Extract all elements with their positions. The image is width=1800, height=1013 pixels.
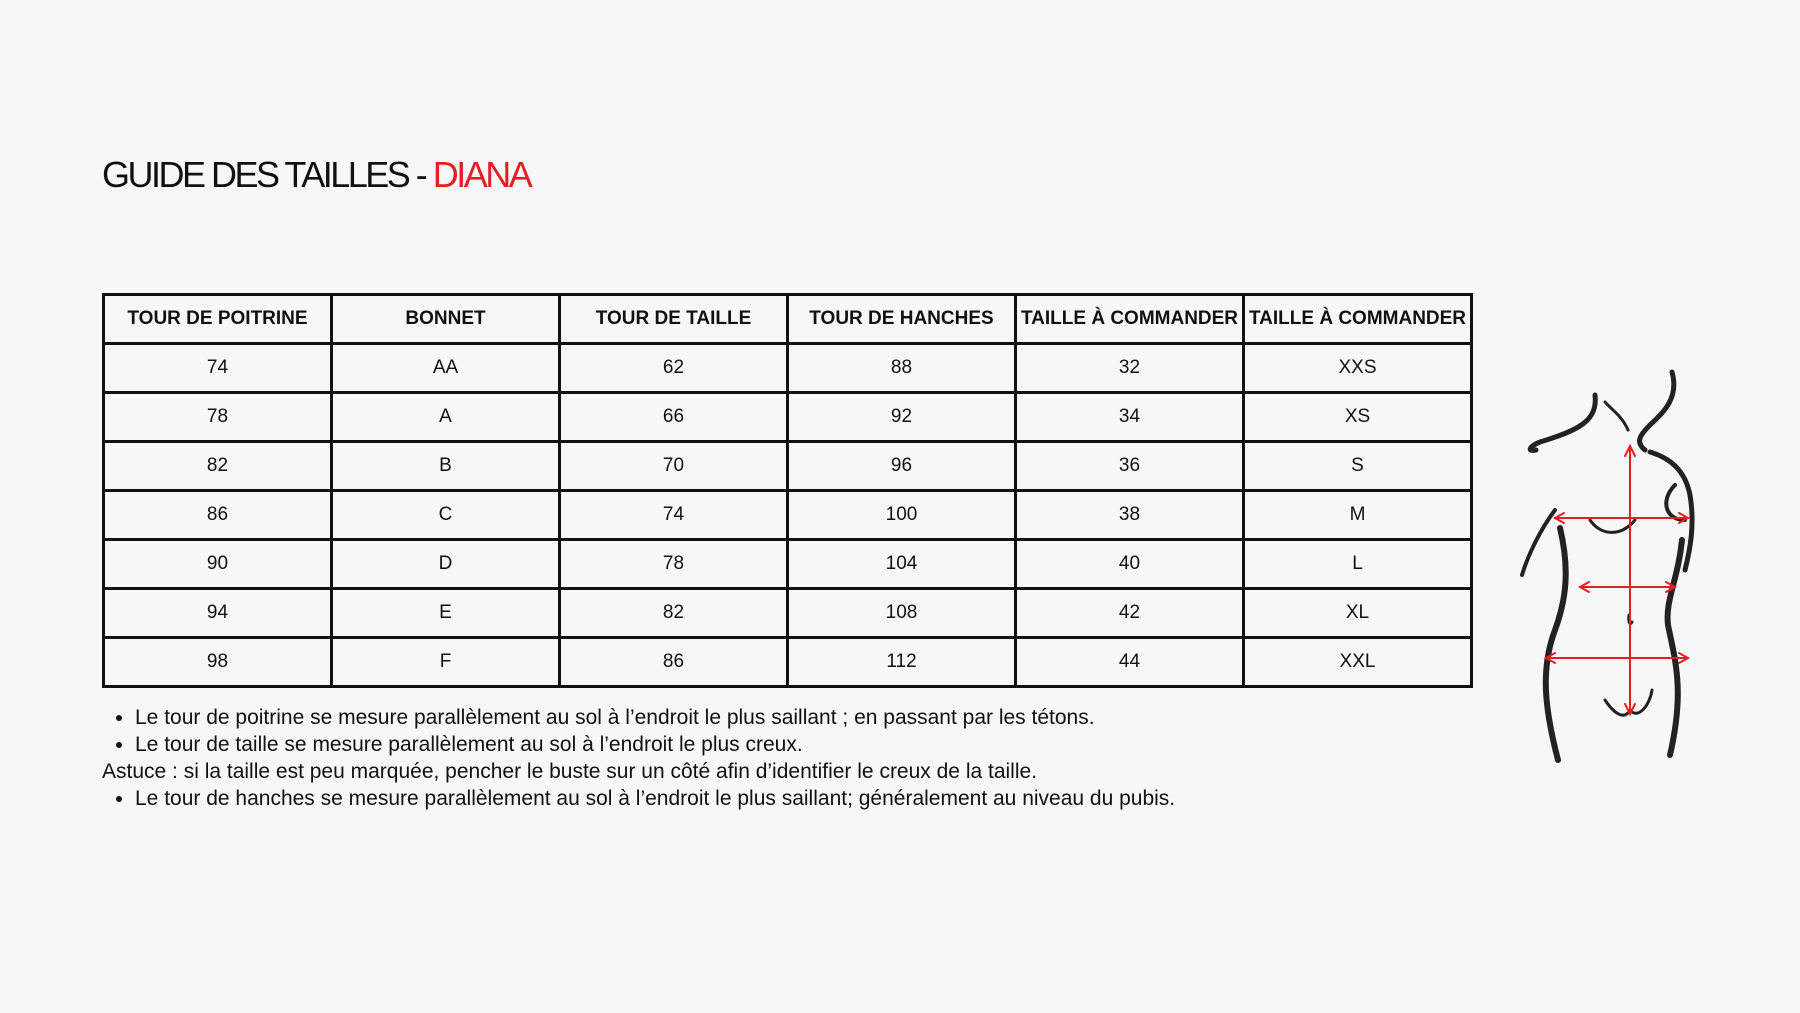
table-cell: 108: [788, 589, 1016, 638]
table-cell: A: [332, 393, 560, 442]
table-cell: 82: [104, 442, 332, 491]
header-tour-de-hanches: TOUR DE HANCHES: [788, 295, 1016, 344]
title-main: GUIDE DES TAILLES -: [102, 154, 433, 195]
table-cell: C: [332, 491, 560, 540]
notes-list: [102, 704, 1175, 758]
table-cell: 98: [104, 638, 332, 687]
notes-list-2: [102, 785, 1175, 812]
table-cell: 34: [1016, 393, 1244, 442]
note-taille: • Le tour de taille se mesure parallèlement au sol à l’endroit le plus creux.: [135, 731, 1175, 758]
table-cell: 62: [560, 344, 788, 393]
table-row: [104, 638, 1472, 687]
table-cell: 82: [560, 589, 788, 638]
table-cell: 86: [104, 491, 332, 540]
size-table: [102, 293, 1473, 688]
body-measurement-icon: [1500, 360, 1710, 780]
header-tour-de-poitrine: TOUR DE POITRINE: [104, 295, 332, 344]
table-cell: 78: [104, 393, 332, 442]
table-cell: S: [1244, 442, 1472, 491]
header-tour-de-taille: TOUR DE TAILLE: [560, 295, 788, 344]
table-cell: XS: [1244, 393, 1472, 442]
table-header-row: [104, 295, 1472, 344]
table-cell: 70: [560, 442, 788, 491]
table-cell: M: [1244, 491, 1472, 540]
table-cell: 100: [788, 491, 1016, 540]
table-cell: XXL: [1244, 638, 1472, 687]
title-accent: DIANA: [432, 154, 531, 195]
table-cell: 32: [1016, 344, 1244, 393]
table-cell: XL: [1244, 589, 1472, 638]
table-cell: 78: [560, 540, 788, 589]
table-cell: D: [332, 540, 560, 589]
table-cell: 40: [1016, 540, 1244, 589]
table-cell: 36: [1016, 442, 1244, 491]
table-cell: 66: [560, 393, 788, 442]
table-cell: 42: [1016, 589, 1244, 638]
table-cell: 112: [788, 638, 1016, 687]
table-row: [104, 344, 1472, 393]
table-cell: AA: [332, 344, 560, 393]
table-row: [104, 491, 1472, 540]
table-cell: E: [332, 589, 560, 638]
table-row: [104, 442, 1472, 491]
table-cell: 86: [560, 638, 788, 687]
table-cell: 90: [104, 540, 332, 589]
table-cell: 74: [104, 344, 332, 393]
table-cell: 104: [788, 540, 1016, 589]
note-poitrine: • Le tour de poitrine se mesure parallèlement au sol à l’endroit le plus saillant ; en passant par les tétons.: [135, 704, 1175, 731]
header-taille-a-commander-number: TAILLE À COMMANDER: [1016, 295, 1244, 344]
header-taille-a-commander-letter: TAILLE À COMMANDER: [1244, 295, 1472, 344]
table-cell: 44: [1016, 638, 1244, 687]
table-cell: 94: [104, 589, 332, 638]
table-cell: 96: [788, 442, 1016, 491]
table-cell: XXS: [1244, 344, 1472, 393]
table-cell: 88: [788, 344, 1016, 393]
table-row: [104, 393, 1472, 442]
table-cell: B: [332, 442, 560, 491]
table-cell: 92: [788, 393, 1016, 442]
note-astuce: Astuce : si la taille est peu marquée, pencher le buste sur un côté afin d’identifier le creux de la taille.: [102, 760, 1038, 783]
measurement-notes: [102, 704, 1175, 812]
table-row: [104, 540, 1472, 589]
note-hanches: • Le tour de hanches se mesure parallèlement au sol à l’endroit le plus saillant; généralement au niveau du pubis.: [135, 785, 1175, 812]
header-bonnet: BONNET: [332, 295, 560, 344]
table-cell: 38: [1016, 491, 1244, 540]
table-row: [104, 589, 1472, 638]
table-cell: 74: [560, 491, 788, 540]
page-title: [102, 154, 530, 196]
table-cell: L: [1244, 540, 1472, 589]
table-cell: F: [332, 638, 560, 687]
